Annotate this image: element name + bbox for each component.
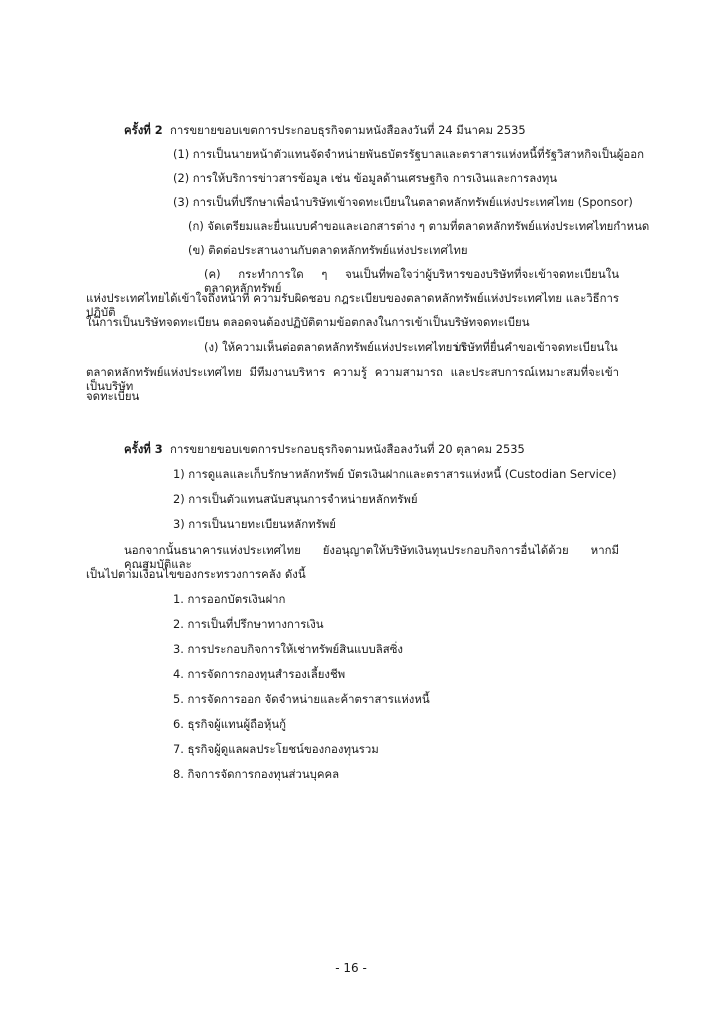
section3-heading-text: การขยายขอบเขตการประกอบธุรกิจตามหนังสือลงวันที่ 20 ตุลาคม 2535 [169,442,525,456]
page-number: - 16 - [335,961,367,975]
section2-sub-c-line-1: (ค) กระทำการใด ๆ จนเป็นที่พอใจว่าผู้บริหารของบริษัทที่จะเข้าจดทะเบียนในตลาดหลักทรัพย์ [204,267,619,295]
section3-item-1: 1) การดูแลและเก็บรักษาหลักทรัพย์ บัตรเงินฝากและตราสารแห่งหนี้ (Custodian Service) [173,467,617,481]
section2-heading-label: ครั้งที่ 2 [124,123,163,137]
section2-heading [124,124,526,138]
list-item-4: 4. การจัดการกองทุนสำรองเลี้ยงชีพ [173,667,346,681]
section2-sub-d-line-1a: (ง) ให้ความเห็นต่อตลาดหลักทรัพย์แห่งประเทศไทยว่า [204,340,466,354]
section2-sub-d-line-1b: บริษัทที่ยื่นคำขอเข้าจดทะเบียนใน [454,340,618,354]
list-item-6: 6. ธุรกิจผู้แทนผู้ถือหุ้นกู้ [173,717,287,731]
section2-item-3: (3) การเป็นที่ปรึกษาเพื่อนำบริษัทเข้าจดทะเบียนในตลาดหลักทรัพย์แห่งประเทศไทย (Sponsor) [173,195,633,209]
list-item-5: 5. การจัดการออก จัดจำหน่ายและค้าตราสารแห่งหนี้ [173,692,430,706]
list-item-7: 7. ธุรกิจผู้ดูแลผลประโยชน์ของกองทุนรวม [173,742,379,756]
intro-line-1: นอกจากนั้นธนาคารแห่งประเทศไทย ยังอนุญาตให้บริษัทเงินทุนประกอบกิจการอื่นได้ด้วย หากมีคุณสมบัติและ [124,543,619,571]
section3-item-2: 2) การเป็นตัวแทนสนับสนุนการจำหน่ายหลักทรัพย์ [173,492,418,506]
section2-item-1: (1) การเป็นนายหน้าตัวแทนจัดจำหน่ายพันธบัตรรัฐบาลและตราสารแห่งหนี้ที่รัฐวิสาหกิจเป็นผู้ออก [173,147,644,161]
section3-heading-label: ครั้งที่ 3 [124,442,163,456]
section2-heading-text: การขยายขอบเขตการประกอบธุรกิจตามหนังสือลงวันที่ 24 มีนาคม 2535 [169,123,526,137]
list-item-2: 2. การเป็นที่ปรึกษาทางการเงิน [173,617,324,631]
list-item-8: 8. กิจการจัดการกองทุนส่วนบุคคล [173,767,340,781]
section2-sub-d-line-3: จดทะเบียน [86,389,140,403]
intro-line-2: เป็นไปตามเงื่อนไขของกระทรวงการคลัง ดังนี้ [86,567,306,581]
section2-sub-b: (ข) ติดต่อประสานงานกับตลาดหลักทรัพย์แห่งประเทศไทย [188,243,468,257]
section2-sub-c-line-2: แห่งประเทศไทยได้เข้าใจถึงหน้าที่ ความรับผิดชอบ กฎระเบียบของตลาดหลักทรัพย์แห่งประเทศไทย และวิธีการปฏิบัติ [86,291,619,319]
list-item-3: 3. การประกอบกิจการให้เช่าทรัพย์สินแบบลิสซิ่ง [173,642,403,656]
section2-sub-a: (ก) จัดเตรียมและยื่นแบบคำขอและเอกสารต่าง ๆ ตามที่ตลาดหลักทรัพย์แห่งประเทศไทยกำหนด [188,219,650,233]
list-item-1: 1. การออกบัตรเงินฝาก [173,592,286,606]
section2-sub-c-line-3: ในการเป็นบริษัทจดทะเบียน ตลอดจนต้องปฏิบัติตามข้อตกลงในการเข้าเป็นบริษัทจดทะเบียน [86,315,530,329]
section3-item-3: 3) การเป็นนายทะเบียนหลักทรัพย์ [173,517,336,531]
section2-item-2: (2) การให้บริการข่าวสารข้อมูล เช่น ข้อมูลด้านเศรษฐกิจ การเงินและการลงทุน [173,171,558,185]
section3-heading [124,443,525,457]
section2-sub-d-line-2: ตลาดหลักทรัพย์แห่งประเทศไทย มีทีมงานบริหาร ความรู้ ความสามารถ และประสบการณ์เหมาะสมที่จะเข้าเป็นบริษัท [86,365,619,393]
